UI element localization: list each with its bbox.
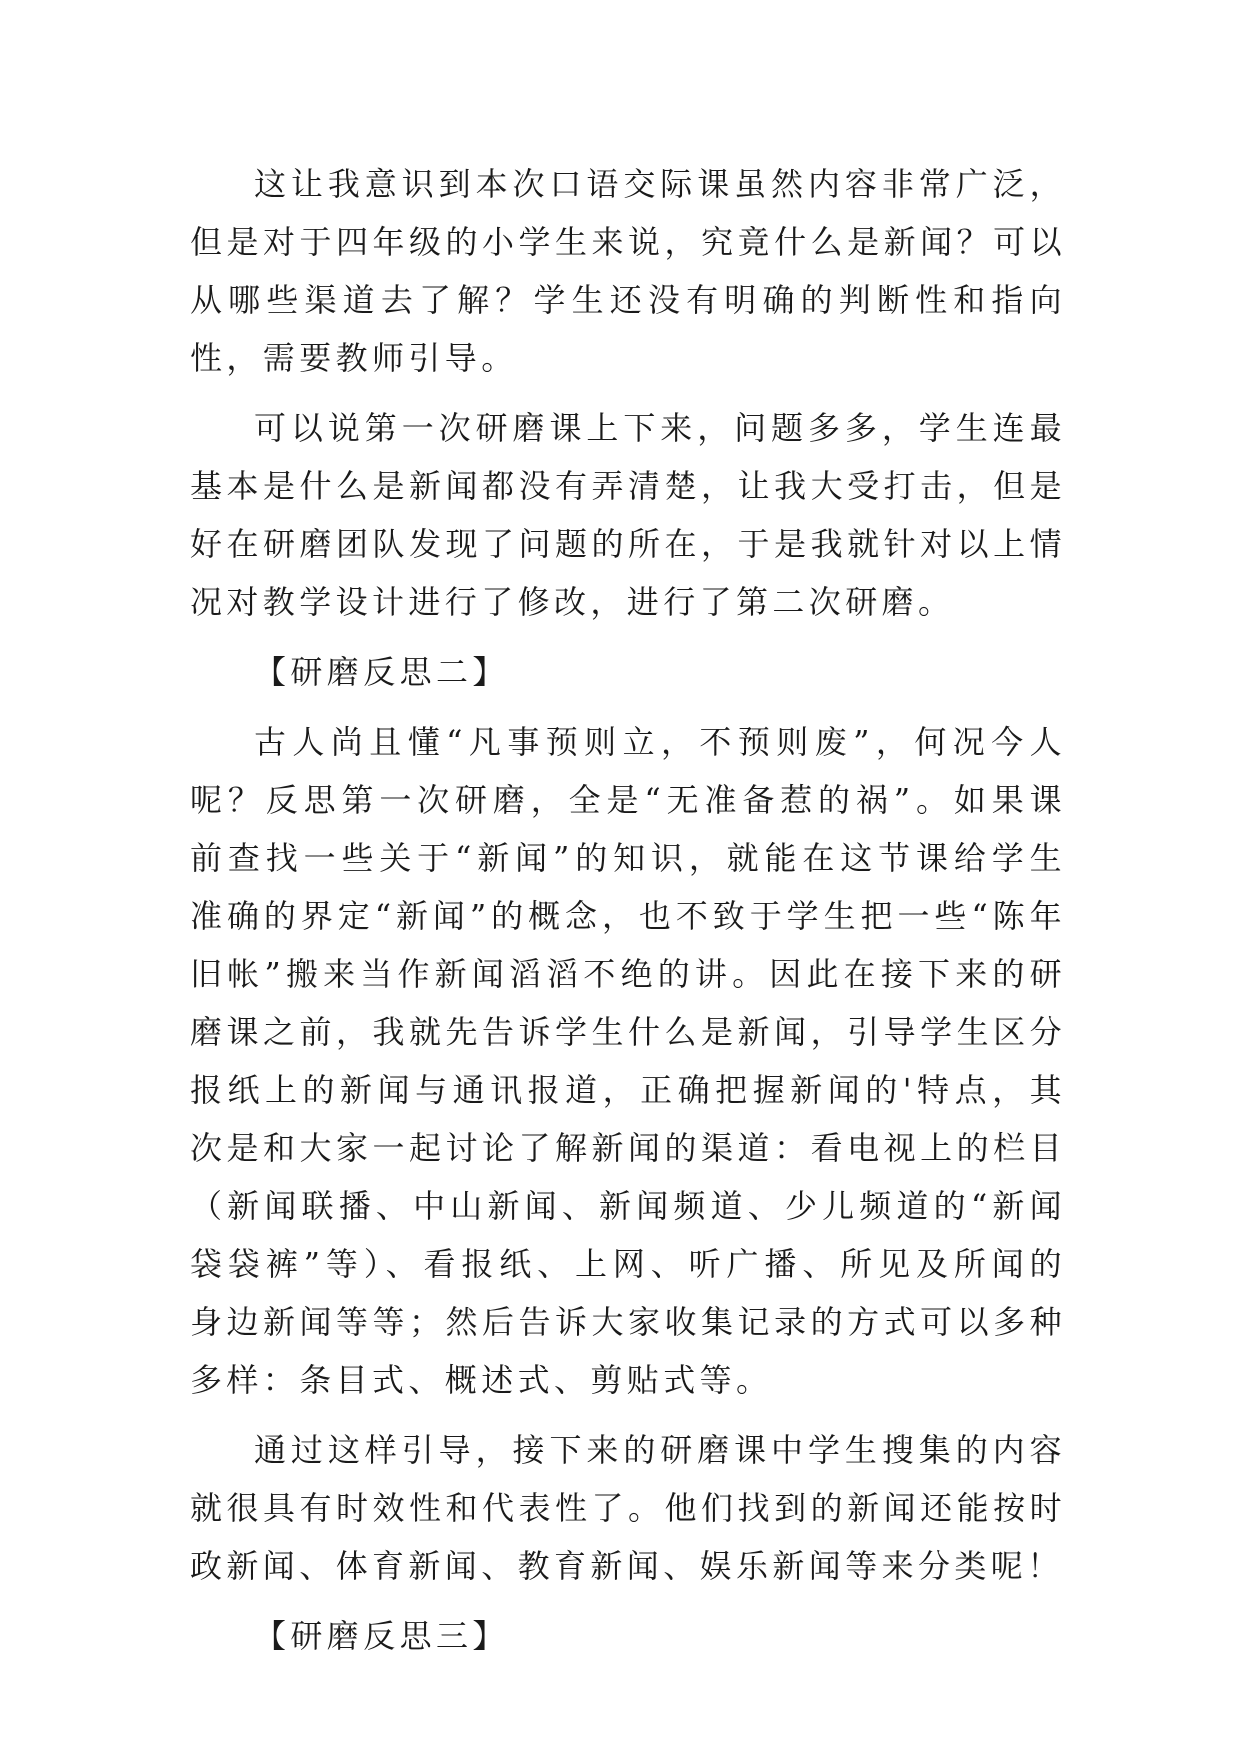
paragraph: 可以说第一次研磨课上下来，问题多多，学生连最基本是什么是新闻都没有弄清楚，让我大受打击，但是好在研磨团队发现了问题的所在，于是我就针对以上情况对教学设计进行了修改，进行了第二次研磨。 (190, 409, 1066, 621)
paragraph: 这让我意识到本次口语交际课虽然内容非常广泛，但是对于四年级的小学生来说，究竟什么是新闻？可以从哪些渠道去了解？学生还没有明确的判断性和指向性，需要教师引导。 (190, 165, 1066, 377)
section-heading: 【研磨反思三】 (254, 1617, 509, 1655)
paragraph: 通过这样引导，接下来的研磨课中学生搜集的内容就很具有时效性和代表性了。他们找到的新闻还能按时政新闻、体育新闻、教育新闻、娱乐新闻等来分类呢！ (190, 1431, 1066, 1585)
section-heading: 【研磨反思二】 (254, 653, 509, 691)
paragraph: 古人尚且懂“凡事预则立，不预则废”，何况今人呢？反思第一次研磨，全是“无准备惹的祸”。如果课前查找一些关于“新闻”的知识，就能在这节课给学生准确的界定“新闻”的概念，也不致于学生把一些“陈年旧帐”搬来当作新闻滔滔不绝的讲。因此在接下来的研磨课之前，我就先告诉学生什么是新闻，引导学生区分报纸上的新闻与通讯报道，正确把握新闻的'特点，其次是和大家一起讨论了解新闻的渠道：看电视上的栏目（新闻联播、中山新闻、新闻频道、少儿频道的“新闻袋袋裤”等）、看报纸、上网、听广播、所见及所闻的身边新闻等等；然后告诉大家收集记录的方式可以多种多样：条目式、概述式、剪贴式等。 (190, 723, 1066, 1399)
document-body (190, 155, 1066, 1677)
